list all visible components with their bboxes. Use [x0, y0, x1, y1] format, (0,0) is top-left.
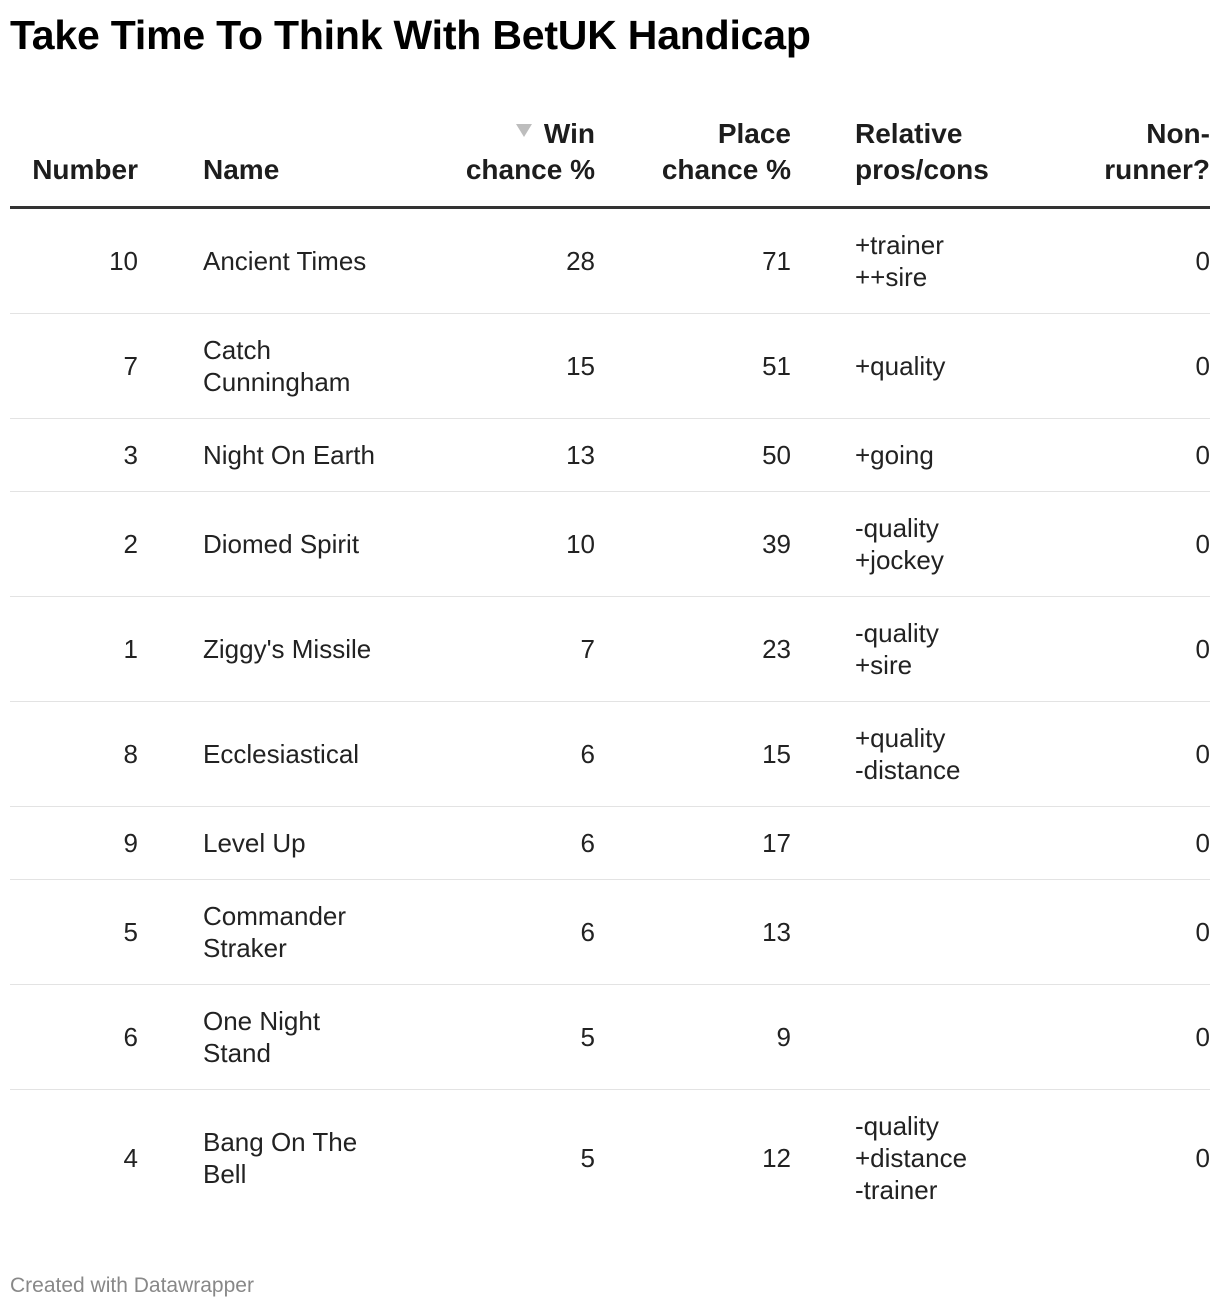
- table-row: [10, 597, 1210, 702]
- cell-win-chance: 15: [393, 314, 595, 419]
- cell-place-chance: 51: [595, 314, 791, 419]
- cell-pros-cons: [791, 880, 1055, 985]
- cell-pros-cons: [791, 702, 1055, 807]
- cell-number: 4: [123, 1143, 138, 1173]
- pros-cons-item: -quality: [855, 618, 939, 648]
- column-header-win-label-2: chance %: [465, 154, 595, 185]
- cell-name: Commander Straker: [138, 880, 393, 985]
- column-header-number[interactable]: [10, 100, 138, 208]
- column-header-place-label-1: Place: [717, 118, 791, 149]
- cell-non-runner: 0: [1055, 807, 1210, 880]
- sort-descending-icon: [516, 124, 532, 137]
- cell-name: Level Up: [138, 807, 393, 880]
- column-header-number-label: Number: [32, 154, 138, 185]
- cell-pros-cons: [791, 1090, 1055, 1227]
- cell-place-chance: 23: [595, 597, 791, 702]
- column-header-pros-cons[interactable]: [791, 100, 1055, 208]
- header-row: [10, 100, 1210, 208]
- cell-pros-cons: [791, 597, 1055, 702]
- cell-number: 5: [10, 880, 138, 985]
- cell-place-chance: 39: [595, 492, 791, 597]
- cell-non-runner: 0: [1055, 492, 1210, 597]
- cell-win-chance: 28: [393, 208, 595, 314]
- cell-non-runner: 0: [1055, 880, 1210, 985]
- cell-name: Bang On The Bell: [203, 1127, 358, 1189]
- cell-place-chance: 9: [595, 985, 791, 1090]
- table-row: [10, 880, 1210, 985]
- cell-place-chance: 71: [595, 208, 791, 314]
- column-header-pros-label-2: pros/cons: [855, 154, 989, 185]
- chart-title: Take Time To Think With BetUK Handicap: [10, 12, 811, 58]
- cell-number: 9: [10, 807, 138, 880]
- pros-cons-item: +quality: [855, 723, 946, 753]
- pros-cons-item: +jockey: [855, 545, 944, 575]
- data-table: [10, 100, 1210, 1226]
- cell-pros-cons: [791, 807, 1055, 880]
- column-header-nr-label-1: Non-: [1146, 118, 1210, 149]
- cell-win-chance: 6: [393, 880, 595, 985]
- pros-cons-item: -quality: [855, 513, 939, 543]
- cell-pros-cons: [791, 314, 1055, 419]
- cell-non-runner: 0: [1055, 314, 1210, 419]
- pros-cons-item: +quality: [855, 351, 946, 381]
- pros-cons-item: +going: [855, 440, 934, 470]
- column-header-name[interactable]: [138, 100, 393, 208]
- table-row: [10, 208, 1210, 314]
- cell-name: Ziggy's Missile: [138, 597, 393, 702]
- cell-name: Night On Earth: [138, 419, 393, 492]
- column-header-place-label-2: chance %: [661, 154, 791, 185]
- cell-non-runner: 0: [1195, 1143, 1210, 1173]
- cell-place-chance: 13: [595, 880, 791, 985]
- cell-name: One Night Stand: [138, 985, 393, 1090]
- cell-place-chance: 17: [595, 807, 791, 880]
- cell-win-chance: 5: [580, 1143, 595, 1173]
- cell-number: 2: [10, 492, 138, 597]
- cell-number: 7: [10, 314, 138, 419]
- column-header-pros-label-1: Relative: [855, 118, 963, 149]
- cell-pros-cons: [791, 985, 1055, 1090]
- cell-name: Ancient Times: [138, 208, 393, 314]
- pros-cons-item: -trainer: [855, 1175, 938, 1205]
- pros-cons-item: -distance: [855, 755, 961, 785]
- cell-non-runner: 0: [1055, 208, 1210, 314]
- cell-place-chance: 50: [595, 419, 791, 492]
- pros-cons-item: +distance: [855, 1143, 968, 1173]
- cell-number: 3: [10, 419, 138, 492]
- table-row: [10, 702, 1210, 807]
- cell-non-runner: 0: [1055, 597, 1210, 702]
- table-row: [10, 419, 1210, 492]
- pros-cons-item: +trainer: [855, 230, 944, 260]
- cell-name: Catch Cunningham: [138, 314, 393, 419]
- column-header-win-label-1: Win: [543, 118, 595, 149]
- column-header-win-chance[interactable]: [393, 100, 595, 208]
- footer-credit: Created with Datawrapper: [10, 1274, 254, 1297]
- table-row: [10, 314, 1210, 419]
- cell-win-chance: 7: [393, 597, 595, 702]
- cell-win-chance: 13: [393, 419, 595, 492]
- cell-pros-cons: [791, 419, 1055, 492]
- cell-win-chance: 10: [393, 492, 595, 597]
- column-header-non-runner[interactable]: [1055, 100, 1210, 208]
- cell-pros-cons: [791, 492, 1055, 597]
- column-header-nr-label-2: runner?: [1104, 154, 1210, 185]
- cell-number: 6: [10, 985, 138, 1090]
- column-header-place-chance[interactable]: [595, 100, 791, 208]
- table-row: [10, 807, 1210, 880]
- cell-number: 8: [10, 702, 138, 807]
- cell-win-chance: 6: [393, 807, 595, 880]
- cell-win-chance: 5: [393, 985, 595, 1090]
- cell-non-runner: 0: [1055, 419, 1210, 492]
- cell-number: 10: [10, 208, 138, 314]
- cell-place-chance: 15: [595, 702, 791, 807]
- cell-non-runner: 0: [1055, 702, 1210, 807]
- table-body: [10, 208, 1210, 1227]
- table-row: [10, 492, 1210, 597]
- pros-cons-item: -quality: [855, 1111, 939, 1141]
- cell-win-chance: 6: [393, 702, 595, 807]
- table-header: [10, 100, 1210, 208]
- cell-pros-cons: [791, 208, 1055, 314]
- cell-non-runner: 0: [1055, 985, 1210, 1090]
- cell-name: Diomed Spirit: [138, 492, 393, 597]
- table-row: [10, 1090, 1210, 1227]
- table-row: [10, 985, 1210, 1090]
- cell-place-chance: 12: [762, 1143, 791, 1173]
- cell-name: Ecclesiastical: [138, 702, 393, 807]
- pros-cons-item: +sire: [855, 650, 913, 680]
- cell-number: 1: [10, 597, 138, 702]
- pros-cons-item: ++sire: [855, 262, 928, 292]
- column-header-name-label: Name: [203, 154, 280, 185]
